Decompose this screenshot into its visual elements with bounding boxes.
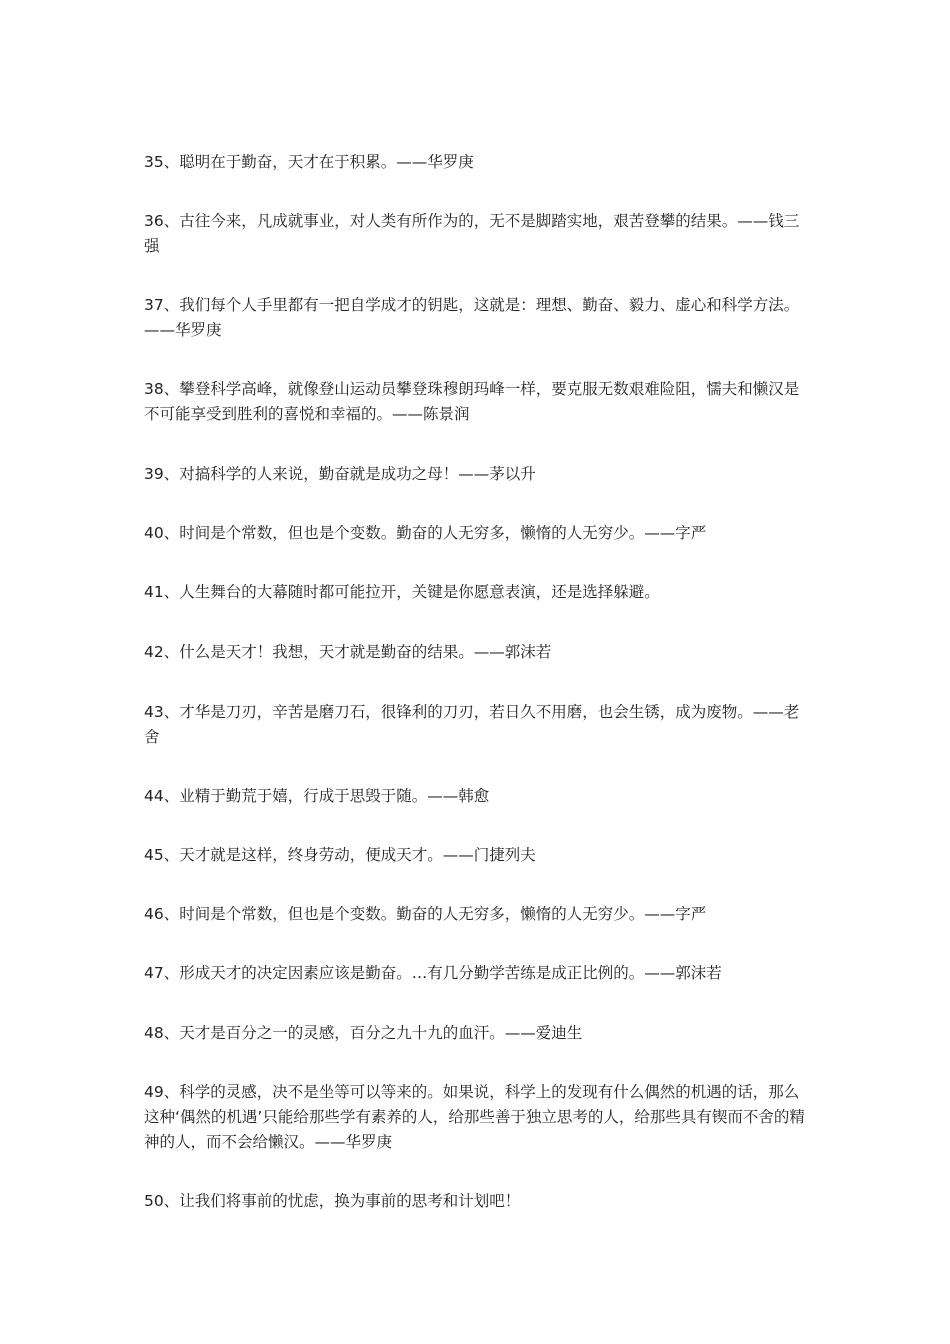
quote-44: 44、业精于勤荒于嬉，行成于思毁于随。——韩愈	[144, 787, 490, 805]
quote-37: 37、我们每个人手里都有一把自学成才的钥匙，这就是：理想、勤奋、毅力、虚心和科学方法。——华罗庚	[144, 296, 800, 339]
quote-48: 48、天才是百分之一的灵感，百分之九十九的血汗。——爱迪生	[144, 1024, 583, 1042]
quote-38: 38、攀登科学高峰，就像登山运动员攀登珠穆朗玛峰一样，要克服无数艰难险阻，懦夫和懒汉是不可能享受到胜利的喜悦和幸福的。——陈景润	[144, 380, 800, 423]
quote-42: 42、什么是天才！我想，天才就是勤奋的结果。——郭沫若	[144, 643, 552, 661]
quote-46: 46、时间是个常数，但也是个变数。勤奋的人无穷多，懒惰的人无穷少。——字严	[144, 905, 707, 923]
quote-50: 50、让我们将事前的忧虑，换为事前的思考和计划吧！	[144, 1192, 521, 1210]
quote-43: 43、才华是刀刃，辛苦是磨刀石，很锋利的刀刃，若日久不用磨，也会生锈，成为废物。——老舍	[144, 703, 800, 746]
quote-36: 36、古往今来，凡成就事业，对人类有所作为的，无不是脚踏实地，艰苦登攀的结果。——钱三强	[144, 212, 800, 255]
quote-45: 45、天才就是这样，终身劳动，便成天才。——门捷列夫	[144, 846, 536, 864]
quote-40: 40、时间是个常数，但也是个变数。勤奋的人无穷多，懒惰的人无穷少。——字严	[144, 524, 707, 542]
quote-39: 39、对搞科学的人来说，勤奋就是成功之母！——茅以升	[144, 465, 536, 483]
quote-49: 49、科学的灵感，决不是坐等可以等来的。如果说，科学上的发现有什么偶然的机遇的话，那么这种‘偶然的机遇’只能给那些学有素养的人，给那些善于独立思考的人，给那些具有锲而不舍的精神的人，而不会给懒汉。——华罗庚	[144, 1083, 805, 1151]
quote-35: 35、聪明在于勤奋，天才在于积累。——华罗庚	[144, 153, 474, 171]
quote-47: 47、形成天才的决定因素应该是勤奋。…有几分勤学苦练是成正比例的。——郭沫若	[144, 964, 722, 982]
quote-41: 41、人生舞台的大幕随时都可能拉开，关键是你愿意表演，还是选择躲避。	[144, 583, 660, 601]
